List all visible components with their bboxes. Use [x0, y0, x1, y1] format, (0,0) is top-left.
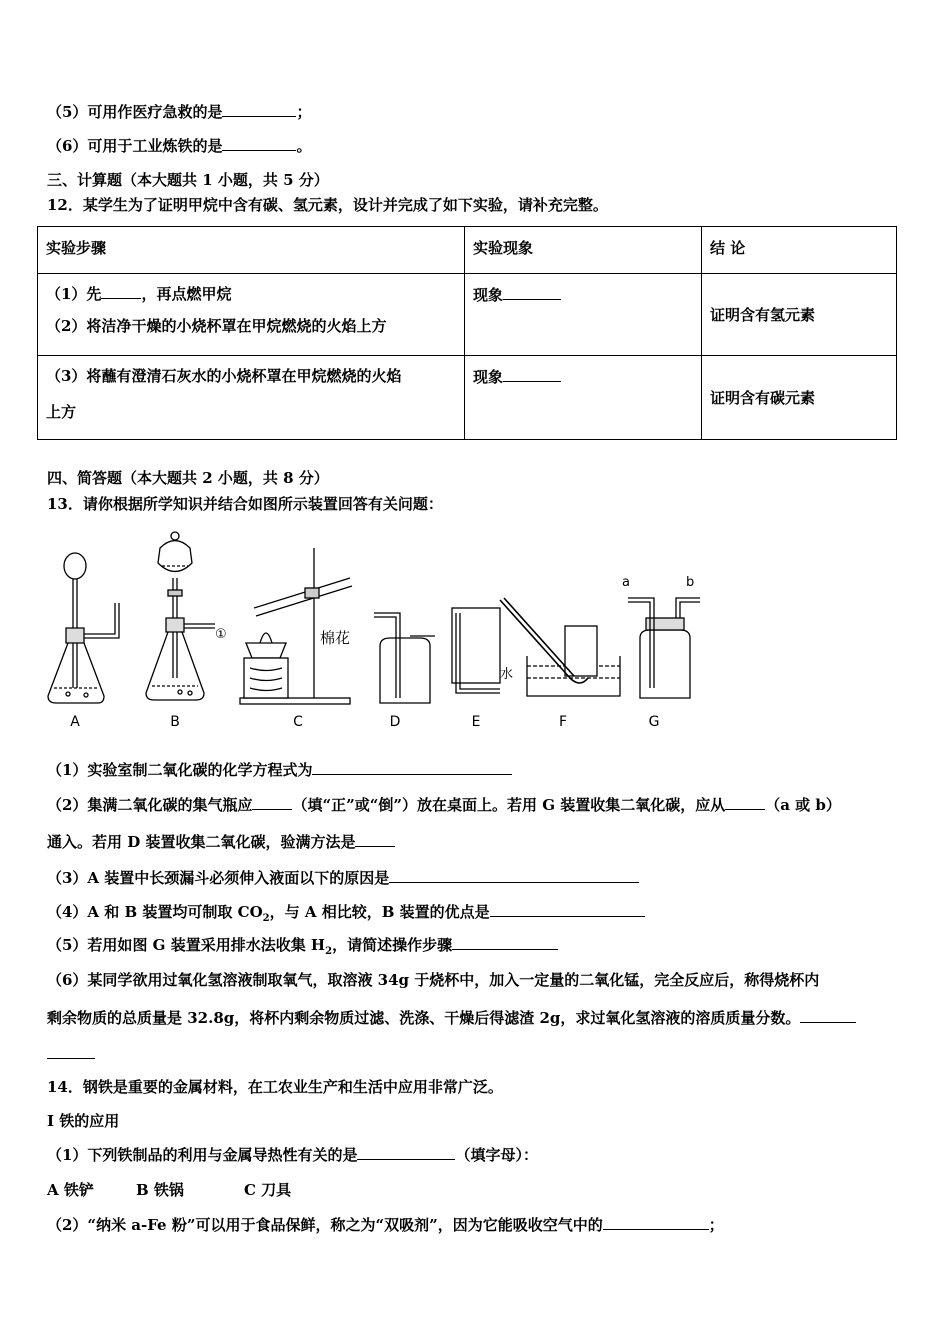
answer-blank[interactable]: [490, 902, 645, 917]
table-row: [38, 356, 897, 440]
q13-part3: （3）A 装置中长颈漏斗必须伸入液面以下的原因是: [47, 868, 639, 888]
answer-blank[interactable]: [452, 935, 558, 950]
q13-part2: （2）集满二氧化碳的集气瓶应 （填“正”或“倒”）放在桌面上。若用 G 装置收集二氧化碳，应从 （a 或 b）: [47, 796, 841, 814]
table-header-conclusion: 结 论: [702, 227, 897, 274]
answer-blank[interactable]: [252, 795, 292, 810]
q13-part4: （4）A 和 B 装置均可制取 $CO_2$，与 A 相比较，B 装置的优点是: [47, 902, 645, 929]
table-header-steps: 实验步骤: [38, 227, 465, 274]
apparatus-d: [374, 613, 435, 703]
q11-item6: （6）可用于工业炼铁的是 。: [47, 137, 312, 155]
label-E: E: [471, 714, 481, 730]
answer-blank[interactable]: [725, 795, 765, 810]
answer-blank[interactable]: [222, 136, 296, 151]
q13-part1: （1）实验室制二氧化碳的化学方程式为: [47, 760, 512, 780]
answer-blank[interactable]: [800, 1008, 856, 1023]
table-header-phenomenon: 实验现象: [465, 227, 702, 274]
q13-part6-cont: 剩余物质的总质量是 32.8g，将杯内剩余物质过滤、洗涤、干燥后得滤渣 2g，求过氧化氢溶液的溶质质量分数。: [47, 1008, 856, 1028]
answer-blank[interactable]: [312, 760, 512, 775]
apparatus-c: [215, 548, 352, 704]
apparatus-f: [500, 598, 620, 696]
q14-part-heading: I 铁的应用: [47, 1112, 120, 1130]
q14-option-a: A 铁铲: [47, 1181, 94, 1199]
label-B: B: [170, 714, 180, 730]
table-cell-conclusion: 证明含有碳元素: [702, 356, 897, 440]
answer-blank[interactable]: [355, 832, 395, 847]
label-F: F: [558, 714, 568, 730]
label-water: 水: [500, 667, 514, 682]
apparatus-b: [146, 532, 215, 700]
q14-item2: （2）“纳米 a-Fe 粉”可以用于食品保鲜，称之为“双吸剂”，因为它能吸收空气中的 ；: [47, 1216, 724, 1234]
q13-part2-cont: 通入。若用 D 装置收集二氧化碳，验满方法是: [47, 832, 395, 852]
section3-heading: 三、计算题（本大题共 1 小题，共 5 分）: [47, 171, 329, 189]
apparatus-e: [452, 608, 500, 693]
label-G: G: [648, 714, 660, 730]
table-row: [38, 274, 897, 356]
answer-blank[interactable]: [503, 367, 561, 382]
answer-blank[interactable]: [503, 285, 561, 300]
label-cotton: 棉花: [320, 629, 351, 647]
q14-item1: （1）下列铁制品的利用与金属导热性有关的是 （填字母）：: [47, 1146, 538, 1164]
q12-stem: 12．某学生为了证明甲烷中含有碳、氢元素，设计并完成了如下实验，请补充完整。: [47, 196, 608, 214]
q14-stem: 14．钢铁是重要的金属材料，在工农业生产和生活中应用非常广泛。: [47, 1078, 503, 1096]
experiment-table: [37, 226, 897, 440]
table-cell-steps: （1）先 ，再点燃甲烷 （2）将洁净干燥的小烧杯罩在甲烷燃烧的火焰上方: [38, 274, 465, 356]
answer-blank[interactable]: [101, 284, 141, 299]
table-cell-phenomenon: 现象: [465, 356, 702, 440]
label-D: D: [389, 714, 401, 730]
q11-item5: （5）可用作医疗急救的是 ；: [47, 103, 312, 121]
answer-blank[interactable]: [389, 868, 639, 883]
apparatus-a: [48, 553, 119, 703]
q14-option-c: C 刀具: [244, 1181, 292, 1199]
lab-apparatus-figure: [40, 528, 720, 733]
answer-blank[interactable]: [47, 1044, 95, 1059]
apparatus-g: [622, 575, 700, 698]
q13-part5: （5）若用如图 G 装置采用排水法收集 $H_2$，请简述操作步骤: [47, 935, 558, 962]
q14-option-b: B 铁锅: [136, 1181, 184, 1199]
label-C: C: [293, 714, 303, 730]
q13-stem: 13．请你根据所学知识并结合如图所示装置回答有关问题：: [47, 495, 443, 513]
answer-blank[interactable]: [222, 102, 296, 117]
label-a: a: [622, 575, 630, 590]
section4-heading: 四、简答题（本大题共 2 小题，共 8 分）: [47, 469, 329, 487]
label-circle-1: ①: [215, 627, 227, 642]
answer-blank[interactable]: [603, 1215, 709, 1230]
answer-blank[interactable]: [357, 1145, 455, 1160]
table-cell-phenomenon: 现象: [465, 274, 702, 356]
table-cell-conclusion: 证明含有氢元素: [702, 274, 897, 356]
label-b: b: [686, 575, 695, 590]
table-cell-steps: （3）将蘸有澄清石灰水的小烧杯罩在甲烷燃烧的火焰 上方: [38, 356, 465, 440]
label-A: A: [70, 714, 80, 730]
q13-part6: （6）某同学欲用过氧化氢溶液制取氧气，取溶液 34g 于烧杯中，加入一定量的二氧化锰，完全反应后，称得烧杯内: [47, 971, 820, 989]
